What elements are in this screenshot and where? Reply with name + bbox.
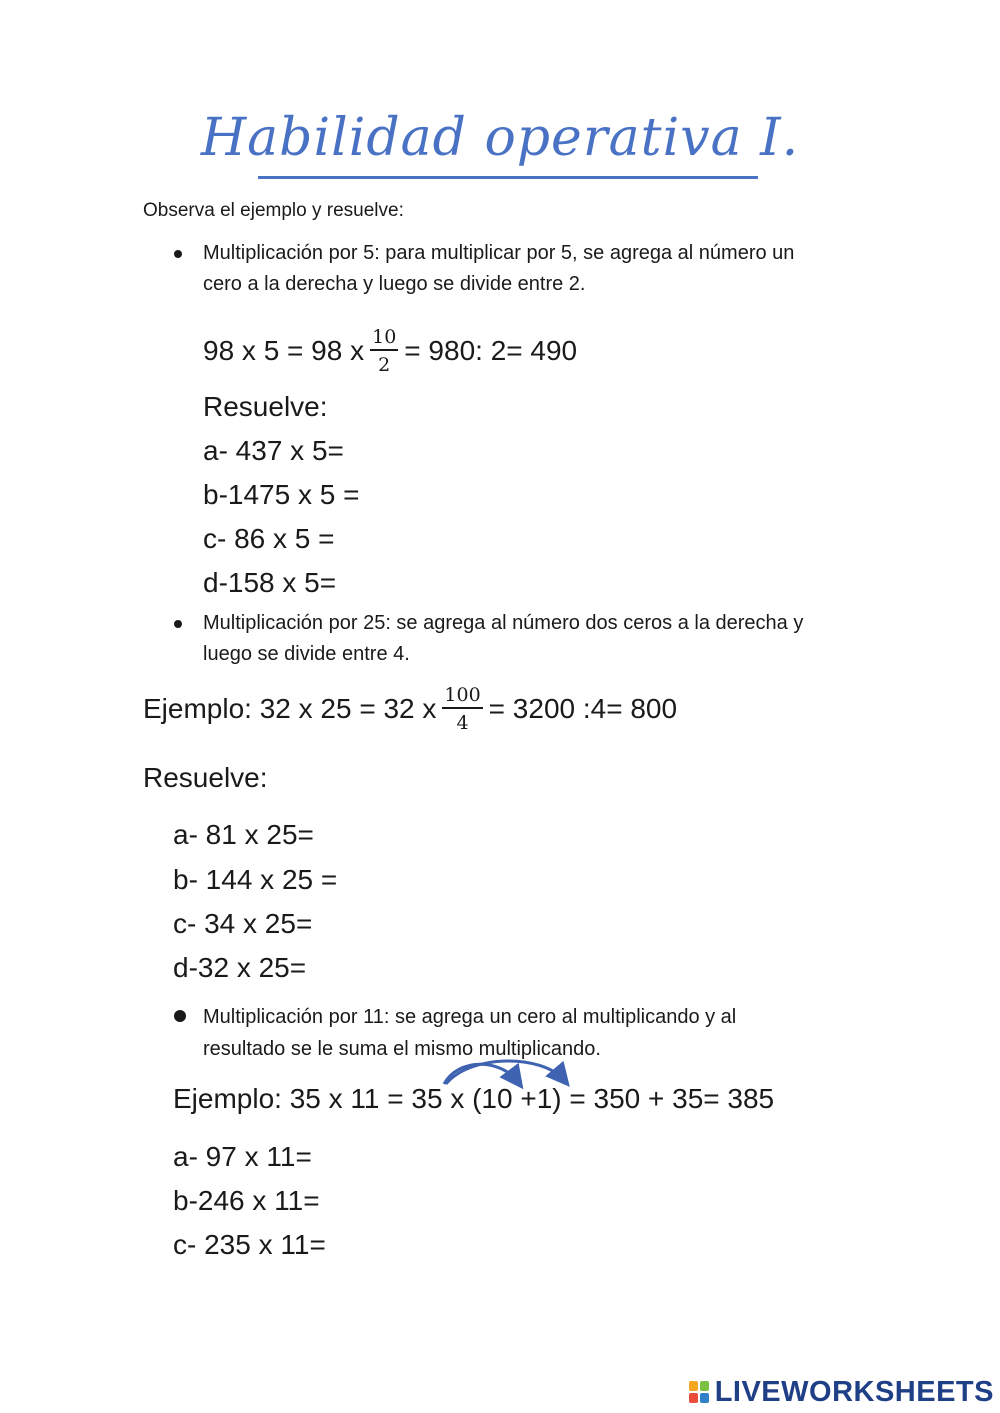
rule-25-line1: Multiplicación por 25: se agrega al número dos ceros a la derecha y [203,612,804,634]
liveworksheets-logo[interactable] [689,1376,994,1409]
exercise-11-c: c- 235 x 11= [173,1229,326,1260]
exercise-25-d: d-32 x 25= [173,952,307,983]
instructions: Observa el ejemplo y resuelve: [143,200,404,221]
fraction-denominator: 4 [456,712,469,734]
fraction-100-over-4 [442,684,482,734]
bullet-icon [174,1010,186,1022]
example-5-left: 98 x 5 = 98 x [203,335,365,366]
example-25-left: Ejemplo: 32 x 25 = 32 x [143,693,437,724]
example-25-right: = 3200 :4= 800 [488,693,678,724]
exercise-11-b: b-246 x 11= [173,1185,320,1216]
rule-11-line2: resultado se le suma el mismo multiplicando. [203,1038,601,1060]
exercise-25-b: b- 144 x 25 = [173,864,338,895]
fraction-numerator: 10 [370,326,398,351]
bullet-icon [174,250,182,258]
exercise-5-a: a- 437 x 5= [203,435,344,466]
exercise-25-a: a- 81 x 25= [173,819,314,850]
resuelve-label-1: Resuelve: [203,391,328,422]
exercise-25-c: c- 34 x 25= [173,908,313,939]
logo-text: LIVEWORKSHEETS [714,1376,994,1408]
rule-25-line2: luego se divide entre 4. [203,643,410,665]
title-underline [258,176,758,179]
exercise-5-c: c- 86 x 5 = [203,523,335,554]
resuelve-label-2: Resuelve: [143,762,268,793]
logo-blocks-icon [689,1381,711,1405]
page-title: Habilidad operativa I. [200,108,800,168]
fraction-10-over-2 [370,326,398,376]
rule-11-line1: Multiplicación por 11: se agrega un cero al multiplicando y al [203,1006,737,1028]
example-11: Ejemplo: 35 x 11 = 35 x (10 +1) = 350 + 35= 385 [173,1083,775,1114]
bullet-icon [174,620,182,628]
exercise-11-a: a- 97 x 11= [173,1141,312,1172]
fraction-denominator: 2 [378,354,391,376]
fraction-numerator: 100 [442,684,482,709]
example-25 [143,684,677,734]
exercise-5-b: b-1475 x 5 = [203,479,360,510]
rule-5-line1: Multiplicación por 5: para multiplicar por 5, se agrega al número un [203,242,795,264]
exercise-5-d: d-158 x 5= [203,567,337,598]
example-5-right: = 980: 2= 490 [404,335,578,366]
example-5 [203,326,577,376]
rule-5-line2: cero a la derecha y luego se divide entre 2. [203,273,586,295]
